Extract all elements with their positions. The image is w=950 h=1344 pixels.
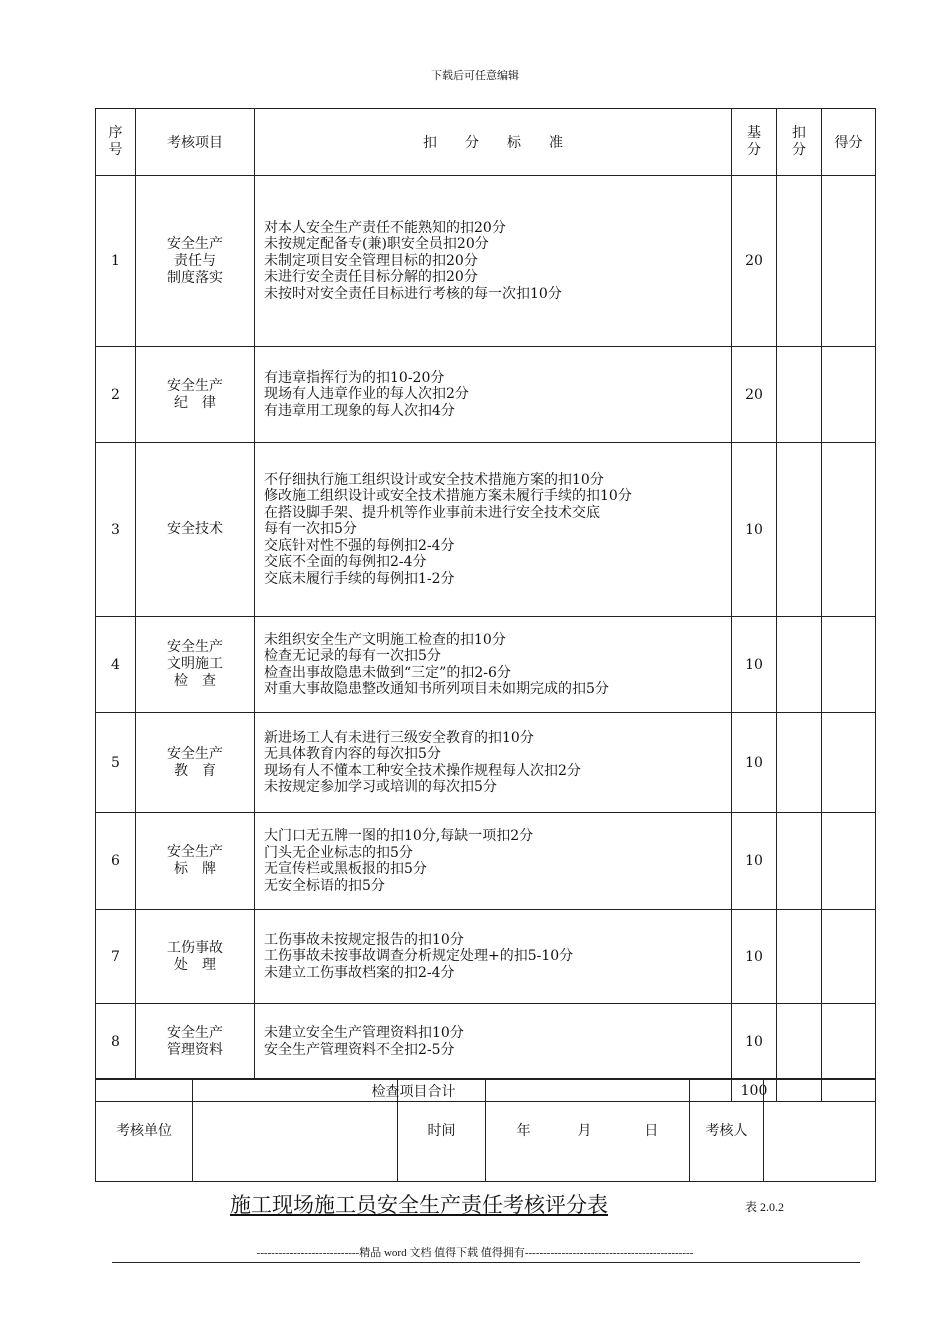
criteria-line: 交底未履行手续的每例扣1-2分 (264, 570, 455, 587)
table-row (96, 443, 876, 617)
table-row (96, 176, 876, 347)
item-line: 标 牌 (174, 861, 216, 877)
row-score-cell[interactable] (822, 910, 876, 1004)
criteria-line: 未制定项目安全管理目标的扣20分 (264, 252, 478, 269)
criteria-line: 对本人安全生产责任不能熟知的扣20分 (264, 219, 506, 236)
row-item (136, 813, 255, 910)
criteria-line: 工伤事故未按事故调查分析规定处理+的扣5-10分 (264, 948, 574, 965)
item-line: 纪 律 (174, 394, 216, 411)
item-line: 教 育 (174, 762, 216, 779)
footer-text: ----------------------------精品 word 文档 值得下载 值得拥有---------------------------------------------- (256, 1247, 694, 1259)
row-score-cell[interactable] (822, 1004, 876, 1080)
criteria-line: 有违章用工现象的每人次扣4分 (264, 402, 455, 419)
year-label: 年 (516, 1123, 531, 1139)
item-line: 安全生产 (167, 1024, 223, 1041)
row-item (136, 443, 255, 617)
criteria-line: 交底针对性不强的每例扣2-4分 (264, 537, 455, 554)
assessor-value-cell[interactable] (764, 1079, 876, 1182)
assessor-label: 考核人 (690, 1079, 764, 1182)
criteria-line: 无具体教育内容的每次扣5分 (264, 746, 441, 762)
row-seq: 2 (96, 347, 136, 443)
header-seq: 序 号 (96, 109, 136, 176)
unit-value-cell[interactable] (193, 1079, 398, 1182)
row-score-cell[interactable] (822, 443, 876, 617)
criteria-line: 无安全标语的扣5分 (264, 877, 385, 894)
row-seq: 5 (96, 713, 136, 813)
footer-divider (112, 1262, 860, 1263)
row-seq: 8 (96, 1004, 136, 1080)
row-score-cell[interactable] (822, 347, 876, 443)
criteria-line: 检查无记录的每有一次扣5分 (264, 648, 441, 664)
row-criteria (255, 910, 732, 1004)
item-line: 安全生产 (167, 844, 223, 860)
row-base-score: 10 (732, 617, 777, 713)
item-line: 检 查 (174, 673, 216, 689)
form-title: 施工现场施工员安全生产责任考核评分表 (230, 1193, 608, 1217)
criteria-line: 工伤事故未按规定报告的扣10分 (264, 931, 464, 948)
criteria-line: 无宣传栏或黑板报的扣5分 (264, 861, 427, 877)
criteria-line: 不仔细执行施工组织设计或安全技术措施方案的扣10分 (264, 471, 604, 488)
criteria-line: 检查出事故隐患未做到“三定”的扣2-6分 (264, 664, 511, 681)
criteria-line: 有违章指挥行为的扣10-20分 (264, 369, 445, 386)
total-label: 检查项目合计 (96, 1080, 732, 1102)
criteria-line: 未组织安全生产文明施工检查的扣10分 (264, 631, 506, 648)
criteria-line: 在搭设脚手架、提升机等作业事前未进行安全技术交底 (264, 504, 600, 521)
row-base-score: 10 (732, 713, 777, 813)
table-row (96, 910, 876, 1004)
row-criteria (255, 176, 732, 347)
row-criteria (255, 813, 732, 910)
row-base-score: 20 (732, 347, 777, 443)
header-deduct: 扣 分 (777, 109, 822, 176)
row-base-score: 10 (732, 443, 777, 617)
row-seq: 4 (96, 617, 136, 713)
criteria-line: 未按规定配备专(兼)职安全员扣20分 (264, 236, 489, 253)
day-label: 日 (644, 1123, 659, 1139)
row-score-cell[interactable] (822, 813, 876, 910)
row-item (136, 176, 255, 347)
table-row (96, 1004, 876, 1080)
row-seq: 6 (96, 813, 136, 910)
table-row (96, 347, 876, 443)
unit-label: 考核单位 (96, 1079, 193, 1182)
row-criteria (255, 443, 732, 617)
row-deduct-cell[interactable] (777, 1004, 822, 1080)
item-line: 文明施工 (167, 656, 223, 672)
item-line: 管理资料 (167, 1041, 223, 1058)
header-base: 基 分 (732, 109, 777, 176)
criteria-line: 大门口无五牌一图的扣10分,每缺一项扣2分 (264, 828, 534, 844)
item-line: 处 理 (174, 956, 216, 973)
criteria-line: 修改施工组织设计或安全技术措施方案未履行手续的扣10分 (264, 488, 632, 505)
row-item (136, 713, 255, 813)
criteria-line: 安全生产管理资料不全扣2-5分 (264, 1041, 455, 1058)
row-item (136, 1004, 255, 1080)
criteria-line: 未进行安全责任目标分解的扣20分 (264, 269, 478, 286)
row-seq: 3 (96, 443, 136, 617)
table-row (96, 813, 876, 910)
criteria-line: 未按时对安全责任目标进行考核的每一次扣10分 (264, 285, 562, 302)
score-table (95, 108, 876, 1102)
row-deduct-cell[interactable] (777, 443, 822, 617)
time-label: 时间 (398, 1079, 486, 1182)
row-criteria (255, 1004, 732, 1080)
criteria-line: 门头无企业标志的扣5分 (264, 844, 413, 861)
table-row (96, 617, 876, 713)
row-deduct-cell[interactable] (777, 176, 822, 347)
row-seq: 7 (96, 910, 136, 1004)
item-line: 工伤事故 (167, 939, 223, 956)
item-line: 责任与 (174, 252, 216, 269)
row-deduct-cell[interactable] (777, 713, 822, 813)
criteria-line: 未建立安全生产管理资料扣10分 (264, 1025, 464, 1041)
row-base-score: 10 (732, 910, 777, 1004)
criteria-line: 未按规定参加学习或培训的每次扣5分 (264, 779, 497, 795)
month-label: 月 (577, 1123, 592, 1139)
row-item (136, 347, 255, 443)
criteria-line: 对重大事故隐患整改通知书所列项目未如期完成的扣5分 (264, 681, 609, 697)
date-cell[interactable] (486, 1079, 690, 1182)
table-row (96, 713, 876, 813)
row-deduct-cell[interactable] (777, 910, 822, 1004)
row-deduct-cell[interactable] (777, 813, 822, 910)
item-line: 安全生产 (167, 745, 223, 762)
item-line: 安全技术 (167, 521, 223, 537)
criteria-line: 现场有人违章作业的每人次扣2分 (264, 386, 469, 403)
item-line: 安全生产 (167, 235, 223, 252)
header-note: 下载后可任意编辑 (431, 69, 519, 82)
row-base-score: 10 (732, 1004, 777, 1080)
item-line: 安全生产 (167, 639, 223, 655)
criteria-line: 未建立工伤事故档案的扣2-4分 (264, 964, 455, 981)
header-score: 得分 (822, 109, 876, 176)
row-criteria (255, 347, 732, 443)
item-line: 安全生产 (167, 377, 223, 394)
header-criteria: 扣 分 标 准 (255, 109, 732, 176)
row-score-cell[interactable] (822, 176, 876, 347)
header-row (96, 109, 876, 176)
row-deduct-cell[interactable] (777, 617, 822, 713)
assessment-info-table (95, 1078, 876, 1182)
total-value: 100 (732, 1080, 777, 1102)
row-seq: 1 (96, 176, 136, 347)
row-criteria (255, 713, 732, 813)
criteria-line: 每有一次扣5分 (264, 521, 357, 538)
table-number: 表 2.0.2 (745, 1200, 785, 1214)
row-base-score: 10 (732, 813, 777, 910)
item-line: 制度落实 (167, 269, 223, 286)
row-item (136, 617, 255, 713)
row-criteria (255, 617, 732, 713)
header-item: 考核项目 (136, 109, 255, 176)
criteria-line: 新进场工人有未进行三级安全教育的扣10分 (264, 729, 534, 746)
criteria-line: 现场有人不懂本工种安全技术操作规程每人次扣2分 (264, 762, 581, 779)
row-deduct-cell[interactable] (777, 347, 822, 443)
row-score-cell[interactable] (822, 617, 876, 713)
row-item (136, 910, 255, 1004)
row-score-cell[interactable] (822, 713, 876, 813)
row-base-score: 20 (732, 176, 777, 347)
criteria-line: 交底不全面的每例扣2-4分 (264, 554, 427, 571)
